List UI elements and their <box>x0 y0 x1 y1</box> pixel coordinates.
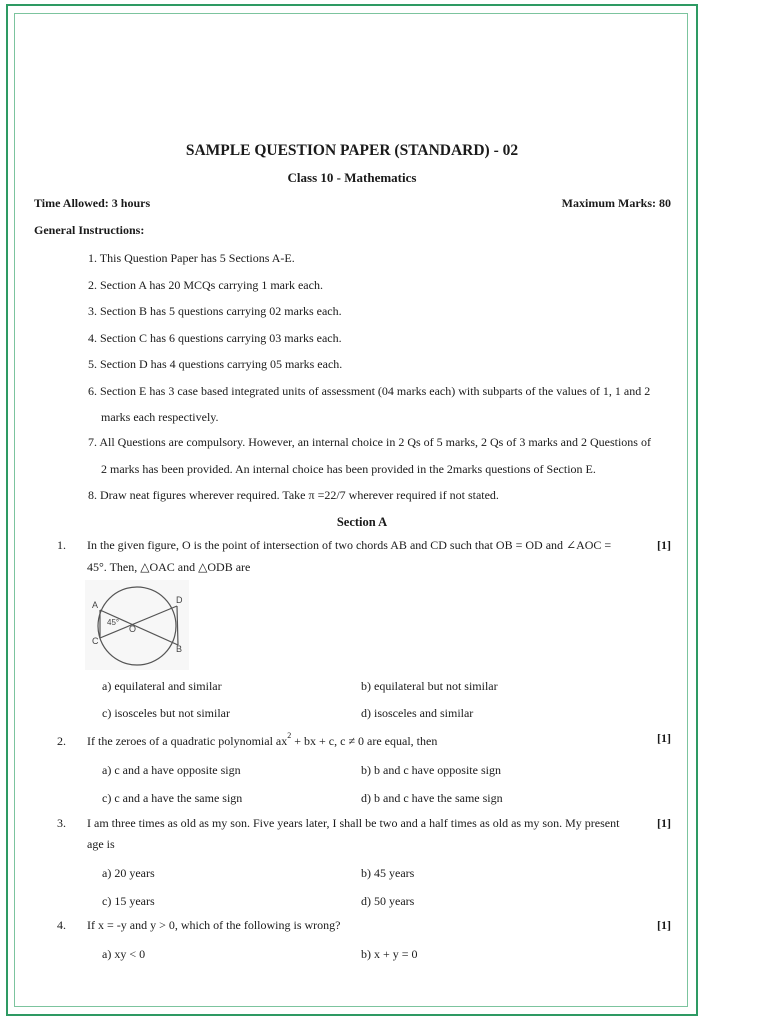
figure-label-a: A <box>92 600 99 610</box>
instruction-item: 8. Draw neat figures wherever required. Take π =22/7 wherever required if not stated. <box>88 488 499 502</box>
instruction-item: 5. Section D has 4 questions carrying 05 marks each. <box>88 357 343 371</box>
option-b: b) b and c have opposite sign <box>361 763 501 777</box>
paper-subtitle: Class 10 - Mathematics <box>287 170 417 185</box>
question-marks: [1] <box>657 731 671 745</box>
question-text: If the zeroes of a quadratic polynomial $ax^2$ + bx + c, c ≠ 0 are equal, then <box>87 731 438 748</box>
question-marks: [1] <box>657 816 671 830</box>
option-b: b) equilateral but not similar <box>361 679 498 693</box>
chord-circle-figure <box>85 580 189 670</box>
question-number: 3. <box>57 816 66 830</box>
question-marks: [1] <box>657 538 671 552</box>
option-a: a) 20 years <box>102 866 155 880</box>
instruction-item: 1. This Question Paper has 5 Sections A-E. <box>88 251 295 265</box>
page-border-inner <box>14 13 688 1007</box>
option-c: c) c and a have the same sign <box>102 791 243 805</box>
question-number: 4. <box>57 918 66 932</box>
question-number: 2. <box>57 734 66 748</box>
instruction-item: 4. Section C has 6 questions carrying 03 marks each. <box>88 331 342 345</box>
question-marks: [1] <box>657 918 671 932</box>
instruction-item: 2. Section A has 20 MCQs carrying 1 mark each. <box>88 278 323 292</box>
instruction-item: 6. Section E has 3 case based integrated units of assessment (04 marks each) with subparts of the values of 1, 1 and 2 <box>88 384 651 398</box>
question-text: If x = -y and y > 0, which of the following is wrong? <box>87 918 341 932</box>
question-text: In the given figure, O is the point of intersection of two chords AB and CD such that OB = OD and ∠AOC = <box>87 538 612 552</box>
instruction-item-continued: marks each respectively. <box>101 410 219 424</box>
question-text: I am three times as old as my son. Five years later, I shall be two and a half times as old as my son. My present <box>87 816 620 830</box>
option-d: d) isosceles and similar <box>361 706 474 720</box>
instruction-item: 3. Section B has 5 questions carrying 02 marks each. <box>88 304 342 318</box>
section-title: Section A <box>336 515 388 529</box>
figure-label-b: B <box>176 644 183 654</box>
maximum-marks: Maximum Marks: 80 <box>561 196 671 210</box>
question-text-continued: 45°. Then, △OAC and △ODB are <box>87 560 251 574</box>
circle-figure-svg <box>85 580 189 670</box>
instruction-item: 7. All Questions are compulsory. However, an internal choice in 2 Qs of 5 marks, 2 Qs of 3 marks and 2 Questions of <box>88 435 651 449</box>
figure-label-angle: 45° <box>107 618 120 627</box>
option-b: b) 45 years <box>361 866 415 880</box>
paper-title: SAMPLE QUESTION PAPER (STANDARD) - 02 <box>185 142 519 159</box>
option-d: d) 50 years <box>361 894 415 908</box>
question-number: 1. <box>57 538 66 552</box>
figure-label-c: C <box>92 636 99 646</box>
time-allowed: Time Allowed: 3 hours <box>34 196 151 210</box>
figure-label-d: D <box>176 595 183 605</box>
option-d: d) b and c have the same sign <box>361 791 503 805</box>
instruction-item-continued: 2 marks has been provided. An internal choice has been provided in the 2marks questions of Section E. <box>101 462 596 476</box>
figure-label-o: O <box>129 624 137 634</box>
option-c: c) isosceles but not similar <box>102 706 230 720</box>
option-a: a) equilateral and similar <box>102 679 222 693</box>
option-a: a) c and a have opposite sign <box>102 763 241 777</box>
option-b: b) x + y = 0 <box>361 947 418 961</box>
instructions-heading: General Instructions: <box>34 223 145 237</box>
question-text-continued: age is <box>87 837 115 851</box>
option-a: a) xy < 0 <box>102 947 146 961</box>
option-c: c) 15 years <box>102 894 155 908</box>
